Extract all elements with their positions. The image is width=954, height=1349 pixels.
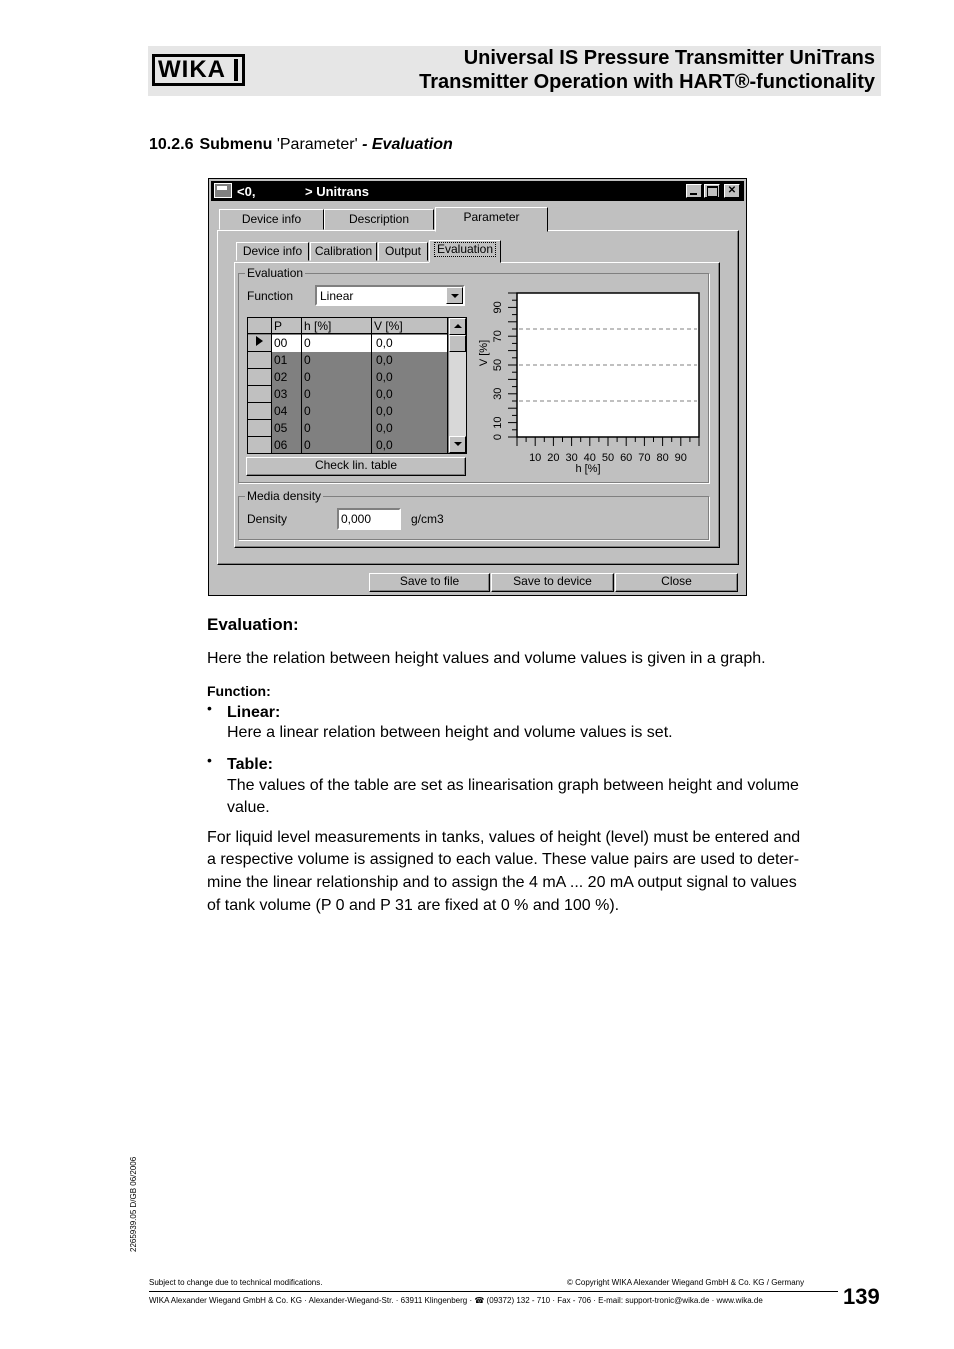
- cell-h: 0: [304, 421, 311, 435]
- save-to-file-button[interactable]: Save to file: [369, 573, 490, 592]
- cell-p: 02: [274, 370, 288, 384]
- subtab-evaluation[interactable]: [429, 240, 501, 263]
- x-tick-label: 50: [601, 452, 615, 464]
- col-v: V [%]: [374, 319, 403, 333]
- section-suffix: - Evaluation: [362, 136, 453, 153]
- x-tick-label: 90: [674, 452, 687, 464]
- table-row[interactable]: [248, 437, 448, 454]
- subtab-evaluation-label: Evaluation: [434, 242, 496, 257]
- cell-p: 03: [274, 387, 288, 401]
- section-name: 'Parameter': [276, 136, 358, 153]
- y-tick-label: 90: [492, 301, 504, 314]
- table-row[interactable]: [248, 335, 448, 352]
- x-tick-label: 10: [529, 452, 542, 464]
- title-device: > Unitrans: [305, 184, 369, 199]
- table-row[interactable]: [248, 369, 448, 386]
- close-button[interactable]: Close: [615, 573, 738, 592]
- section-number: 10.2.6: [149, 136, 194, 153]
- cell-p: 04: [274, 404, 288, 418]
- page-header: [148, 46, 881, 96]
- minimize-icon[interactable]: [686, 184, 702, 198]
- row-pointer-icon: [256, 336, 263, 346]
- evaluation-group-label: Evaluation: [247, 266, 304, 280]
- col-divider: [301, 318, 302, 454]
- page-number: 139: [843, 1284, 880, 1309]
- function-select[interactable]: [315, 285, 465, 306]
- tab-description-label: Description: [348, 212, 410, 226]
- cell-h: 0: [304, 353, 311, 367]
- function-label: Function: [247, 289, 294, 303]
- row-selector: [248, 386, 271, 403]
- title-address: <0,: [237, 184, 256, 199]
- cell-p: 06: [274, 438, 288, 452]
- cell-h: 0: [304, 336, 311, 350]
- table-label: Table:: [227, 756, 273, 773]
- close-icon[interactable]: ✕: [724, 184, 740, 198]
- bullet-icon: •: [207, 700, 212, 716]
- y-tick-label: 0: [492, 433, 504, 441]
- cell-h: 0: [304, 370, 311, 384]
- x-tick-label: 60: [620, 452, 633, 464]
- row-selector: [248, 335, 271, 352]
- section-heading: [149, 136, 453, 154]
- y-tick-label: 50: [492, 358, 504, 372]
- dialog-titlebar[interactable]: [211, 181, 744, 201]
- intro-text: Here the relation between height values and volume values is given in a graph.: [207, 650, 766, 667]
- cell-p: 00: [274, 336, 288, 350]
- x-tick-label: 40: [583, 452, 596, 464]
- para-line2: a respective volume is assigned to each value. These value pairs are used to deter-: [207, 851, 800, 868]
- para-line4: of tank volume (P 0 and P 31 are fixed at 0 % and 100 %).: [207, 897, 620, 914]
- function-value: Linear: [320, 289, 354, 303]
- subtab-device-info-label: Device info: [242, 244, 303, 258]
- header-title-line2: Transmitter Operation with HART®-functionality: [419, 71, 875, 93]
- save-to-device-button[interactable]: Save to device: [491, 573, 614, 592]
- col-h: h [%]: [304, 319, 332, 333]
- x-tick-label: 70: [638, 452, 651, 464]
- logo-bar: [234, 59, 238, 81]
- table-text-line1: The values of the table are set as linearisation graph between height and volume: [227, 777, 799, 794]
- tab-parameter[interactable]: [435, 207, 548, 232]
- footer-divider: [149, 1291, 838, 1292]
- row-selector: [248, 420, 271, 437]
- subtab-output-label: Output: [384, 244, 422, 258]
- density-input[interactable]: 0,000: [337, 508, 401, 530]
- tab-device-info-label: Device info: [241, 212, 302, 226]
- x-tick-label: 20: [547, 452, 560, 464]
- maximize-icon[interactable]: [704, 184, 720, 198]
- row-selector: [248, 352, 271, 369]
- col-divider: [271, 318, 272, 454]
- cell-v: 0,0: [376, 370, 393, 384]
- function-heading: Function:: [207, 683, 271, 699]
- footer-copyright: © Copyright WIKA Alexander Wiegand GmbH & Co. KG / Germany: [567, 1278, 805, 1287]
- chevron-down-icon[interactable]: [446, 287, 463, 304]
- table-row[interactable]: [248, 352, 448, 369]
- media-density-label: Media density: [247, 489, 322, 503]
- row-selector: [248, 437, 271, 454]
- bullet-icon: •: [207, 752, 212, 768]
- table-text-line2: value.: [227, 799, 270, 816]
- section-prefix: Submenu: [199, 136, 273, 153]
- cell-h: 0: [304, 438, 311, 452]
- table-row[interactable]: [248, 386, 448, 403]
- tab-description[interactable]: [324, 209, 434, 230]
- x-tick-label: 80: [656, 452, 669, 464]
- para-line3: mine the linear relationship and to assign the 4 mA ... 20 mA output signal to values: [207, 874, 797, 891]
- cell-v: 0,0: [376, 404, 393, 418]
- logo-text: WIKA: [158, 56, 226, 83]
- cell-p: 01: [274, 353, 288, 367]
- subtab-calibration[interactable]: [310, 242, 377, 261]
- check-lin-table-button[interactable]: Check lin. table: [246, 457, 466, 476]
- plot-area: [517, 293, 699, 437]
- subtab-calibration-label: Calibration: [314, 244, 373, 258]
- scroll-up-icon[interactable]: [449, 318, 466, 335]
- table-header: [248, 318, 448, 334]
- col-p: P: [274, 319, 283, 333]
- y-tick-label: 30: [492, 387, 504, 400]
- y-tick-label: 70: [492, 330, 504, 343]
- document-code: 2265939.05 D/GB 06/2006: [129, 1156, 138, 1252]
- row-selector: [248, 369, 271, 386]
- cell-p: 05: [274, 421, 288, 435]
- density-label: Density: [247, 512, 288, 526]
- table-row[interactable]: [248, 420, 448, 437]
- unitrans-dialog: [208, 178, 747, 596]
- linearisation-table[interactable]: [247, 317, 467, 454]
- wika-logo: [152, 54, 245, 86]
- linear-label: Linear:: [227, 704, 281, 721]
- x-tick-label: 30: [565, 452, 578, 464]
- x-axis-label: h [%]: [575, 463, 601, 475]
- linear-text: Here a linear relation between height and volume values is set.: [227, 724, 673, 741]
- cell-v: 0,0: [376, 438, 393, 452]
- cell-v: 0,0: [376, 387, 393, 401]
- para-line1: For liquid level measurements in tanks, values of height (level) must be entered and: [207, 829, 801, 846]
- evaluation-heading: Evaluation:: [207, 615, 299, 634]
- tab-device-info[interactable]: [219, 209, 324, 230]
- col-divider: [371, 318, 372, 454]
- cell-v: 0,0: [376, 353, 393, 367]
- tab-parameter-label: Parameter: [463, 210, 520, 224]
- table-row[interactable]: [248, 403, 448, 420]
- scroll-down-icon[interactable]: [449, 436, 466, 453]
- cell-v: 0,0: [376, 336, 393, 350]
- density-unit: g/cm3: [411, 512, 444, 526]
- y-axis-label: V [%]: [478, 339, 490, 367]
- subtab-device-info[interactable]: [236, 242, 309, 261]
- subtab-output[interactable]: [378, 242, 428, 261]
- footer-note: Subject to change due to technical modifications.: [149, 1278, 323, 1287]
- cell-h: 0: [304, 404, 311, 418]
- table-scrollbar[interactable]: [448, 318, 466, 453]
- app-icon: [214, 183, 232, 198]
- cell-h: 0: [304, 387, 311, 401]
- header-title-line1: Universal IS Pressure Transmitter UniTrans: [463, 47, 875, 69]
- evaluation-chart: [471, 283, 707, 479]
- y-tick-label: 10: [492, 416, 504, 429]
- scroll-thumb[interactable]: [449, 335, 466, 352]
- cell-v: 0,0: [376, 421, 393, 435]
- row-selector: [248, 403, 271, 420]
- footer-address: WIKA Alexander Wiegand GmbH & Co. KG · Alexander-Wiegand-Str. · 63911 Klingenberg · ☎ (09372) 132 - 710 · Fax - 706 · E-mail: support-tronic@wika.de · www.wika.de: [149, 1296, 763, 1305]
